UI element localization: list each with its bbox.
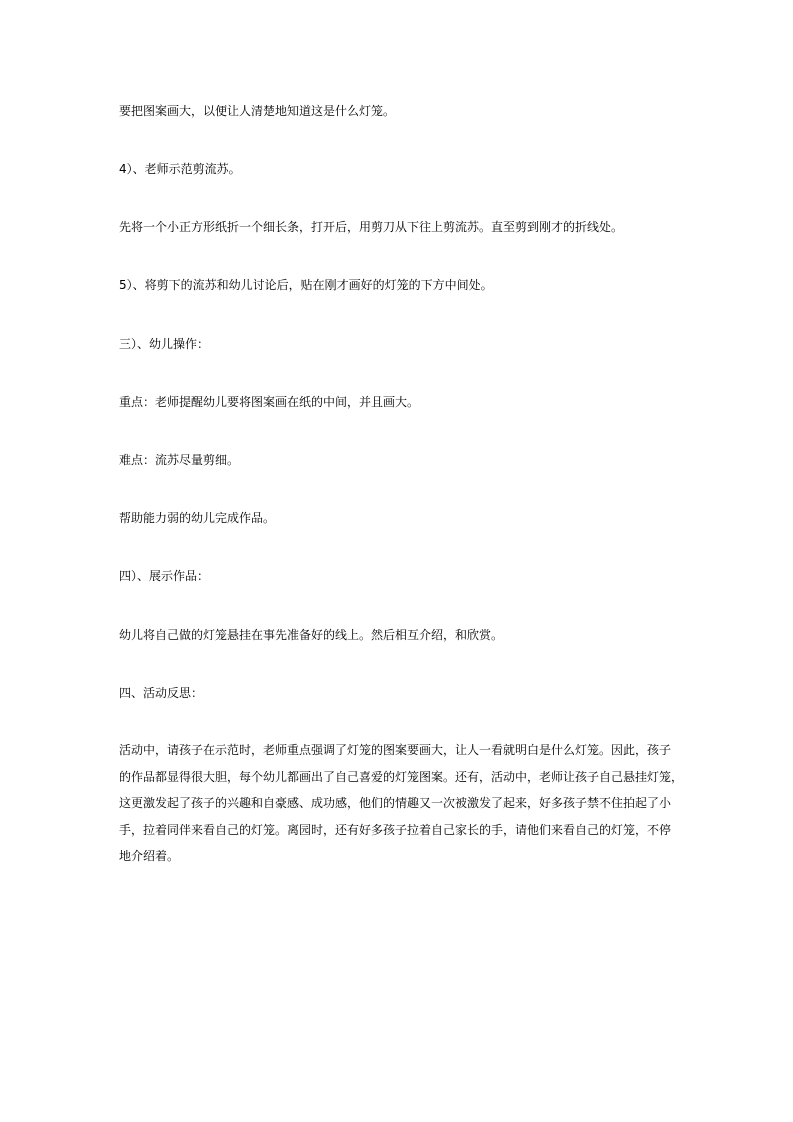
heading-step-4-fringe-demo: 4）、老师示范剪流苏。 bbox=[119, 162, 241, 176]
paragraph-fringe-cutting-method: 先将一个小正方形纸折一个细长条，打开后，用剪刀从下往上剪流苏。直至剪到刚才的折线处。 bbox=[119, 220, 624, 234]
paragraph-enlarge-pattern: 要把图案画大，以便让人清楚地知道这是什么灯笼。 bbox=[119, 104, 396, 118]
heading-children-operation: 三）、幼儿操作： bbox=[119, 337, 210, 351]
reflection-line: 的作品都显得很大胆，每个幼儿都画出了自己喜爱的灯笼图案。还有，活动中，老师让孩子自己悬挂灯笼， bbox=[119, 769, 684, 784]
reflection-line: 手，拉着同伴来看自己的灯笼。离园时，还有好多孩子拉着自己家长的手，请他们来看自己的灯笼，不停 bbox=[119, 822, 672, 837]
heading-step-5-attach-fringe: 5）、将剪下的流苏和幼儿讨论后，贴在刚才画好的灯笼的下方中间处。 bbox=[119, 278, 493, 292]
reflection-line: 地介绍着。 bbox=[119, 849, 180, 863]
reflection-paragraph bbox=[119, 742, 683, 875]
reflection-line: 这更激发起了孩子的兴趣和自豪感、成功感，他们的情趣又一次被激发了起来，好多孩子禁不住拍起了小 bbox=[119, 796, 672, 810]
heading-activity-reflection: 四、活动反思： bbox=[119, 686, 204, 700]
reflection-line: 活动中，请孩子在示范时，老师重点强调了灯笼的图案要画大，让人一看就明白是什么灯笼。因此，孩子 bbox=[119, 743, 672, 757]
paragraph-key-point: 重点：老师提醒幼儿要将图案画在纸的中间，并且画大。 bbox=[119, 395, 420, 409]
paragraph-hang-lanterns: 幼儿将自己做的灯笼悬挂在事先准备好的线上。然后相互介绍，和欣赏。 bbox=[119, 628, 504, 642]
paragraph-difficulty: 难点：流苏尽量剪细。 bbox=[119, 453, 240, 467]
heading-show-works: 四）、展示作品： bbox=[119, 569, 210, 583]
paragraph-help-weaker-children: 帮助能力弱的幼儿完成作品。 bbox=[119, 511, 276, 525]
